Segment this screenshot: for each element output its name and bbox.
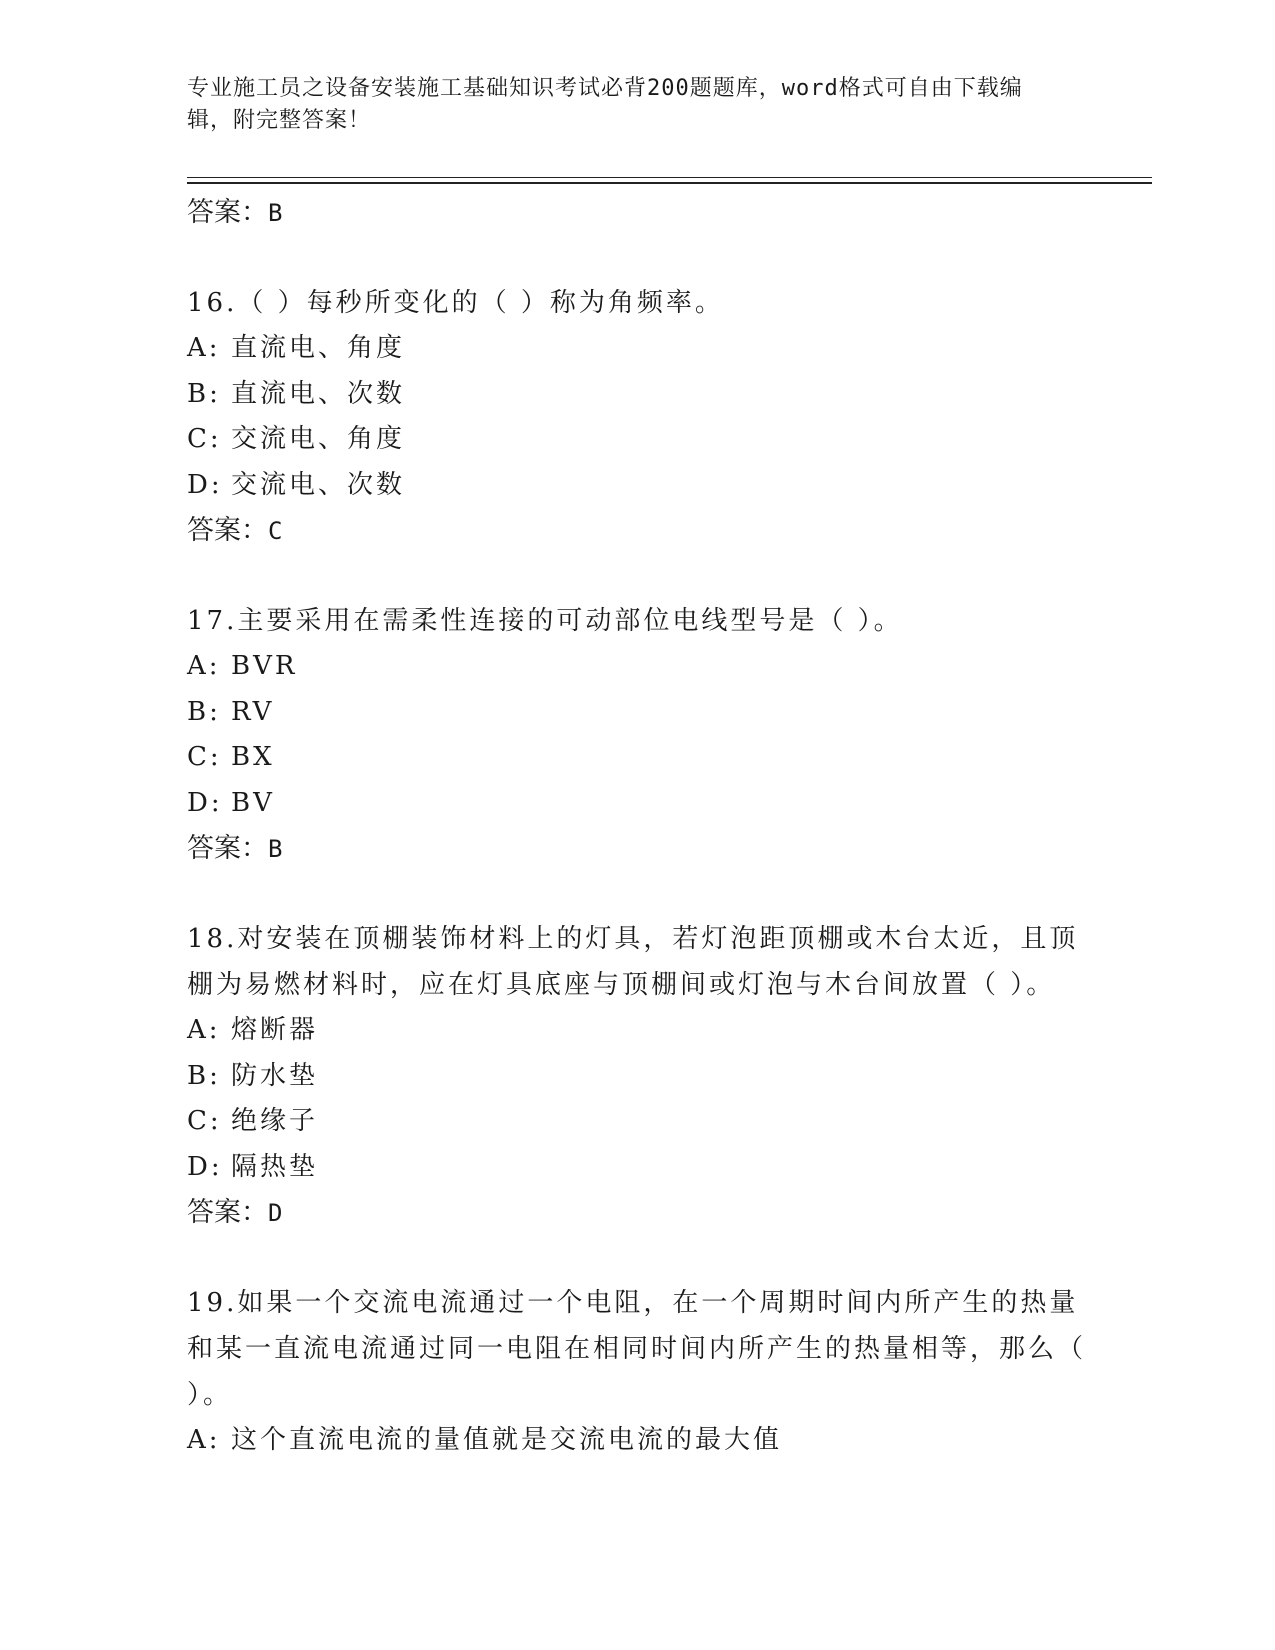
option-c	[187, 417, 1087, 463]
option-text: 直流电、次数	[231, 378, 406, 409]
option-text: BVR	[231, 651, 298, 681]
option-key: A:	[187, 333, 221, 363]
question-list	[187, 190, 1087, 1464]
answer-label: 答案：	[187, 1197, 268, 1228]
option-a	[187, 1418, 1087, 1464]
question-17	[187, 598, 1087, 872]
option-text: RV	[231, 696, 275, 727]
option-key: D:	[187, 787, 223, 818]
option-a	[187, 644, 1087, 690]
answer-line	[187, 190, 1087, 236]
option-key: B:	[187, 696, 221, 727]
answer-value: B	[268, 199, 283, 227]
option-a	[187, 1008, 1087, 1054]
header-divider	[187, 177, 1152, 178]
option-text: BV	[231, 787, 275, 818]
answer-label: 答案：	[187, 833, 268, 864]
option-a	[187, 326, 1087, 372]
answer-value: C	[268, 517, 283, 545]
option-b	[187, 690, 1087, 736]
option-c	[187, 735, 1087, 781]
option-key: C:	[187, 424, 222, 454]
option-key: C:	[187, 742, 222, 772]
option-b	[187, 1054, 1087, 1100]
option-text: 交流电、次数	[231, 469, 406, 500]
option-text: BX	[231, 742, 275, 772]
question-text: 16.（ ）每秒所变化的（ ）称为角频率。	[187, 288, 724, 318]
option-key: D:	[187, 1151, 223, 1182]
header-divider-thick	[187, 182, 1152, 184]
option-d	[187, 463, 1087, 509]
option-key: C:	[187, 1106, 222, 1136]
question-text: 18.对安装在顶棚装饰材料上的灯具，若灯泡距顶棚或木台太近，且顶棚为易燃材料时，应在灯具底座与顶棚间或灯泡与木台间放置（ ）。	[187, 924, 1079, 1000]
option-text: 绝缘子	[231, 1106, 319, 1136]
option-d	[187, 781, 1087, 827]
question-text: 19.如果一个交流电流通过一个电阻，在一个周期时间内所产生的热量和某一直流电流通过同一电阻在相同时间内所产生的热量相等，那么（ ）。	[187, 1288, 1087, 1410]
answer-line	[187, 1190, 1087, 1236]
option-text: 隔热垫	[231, 1151, 319, 1182]
option-text: 直流电、角度	[231, 333, 406, 363]
answer-line	[187, 508, 1087, 554]
option-key: D:	[187, 469, 223, 500]
option-key: A:	[187, 651, 221, 681]
option-key: A:	[187, 1015, 221, 1045]
option-d	[187, 1145, 1087, 1191]
question-18	[187, 916, 1087, 1236]
option-c	[187, 1099, 1087, 1145]
option-key: B:	[187, 378, 221, 409]
option-text: 交流电、角度	[231, 424, 406, 454]
answer-label: 答案：	[187, 197, 268, 228]
question-text: 17.主要采用在需柔性连接的可动部位电线型号是（ ）。	[187, 606, 903, 636]
answer-line	[187, 826, 1087, 872]
option-text: 防水垫	[231, 1060, 319, 1091]
option-text: 熔断器	[231, 1015, 319, 1045]
option-text: 这个直流电流的量值就是交流电流的最大值	[231, 1425, 783, 1455]
question-19	[187, 1280, 1087, 1464]
option-key: B:	[187, 1060, 221, 1091]
option-b	[187, 372, 1087, 418]
document-header: 专业施工员之设备安装施工基础知识考试必背200题题库，word格式可自由下载编辑，附完整答案！	[187, 76, 1023, 133]
option-key: A:	[187, 1425, 221, 1455]
question-16	[187, 280, 1087, 554]
answer-value: D	[268, 1199, 283, 1227]
answer-label: 答案：	[187, 515, 268, 546]
answer-value: B	[268, 835, 283, 863]
